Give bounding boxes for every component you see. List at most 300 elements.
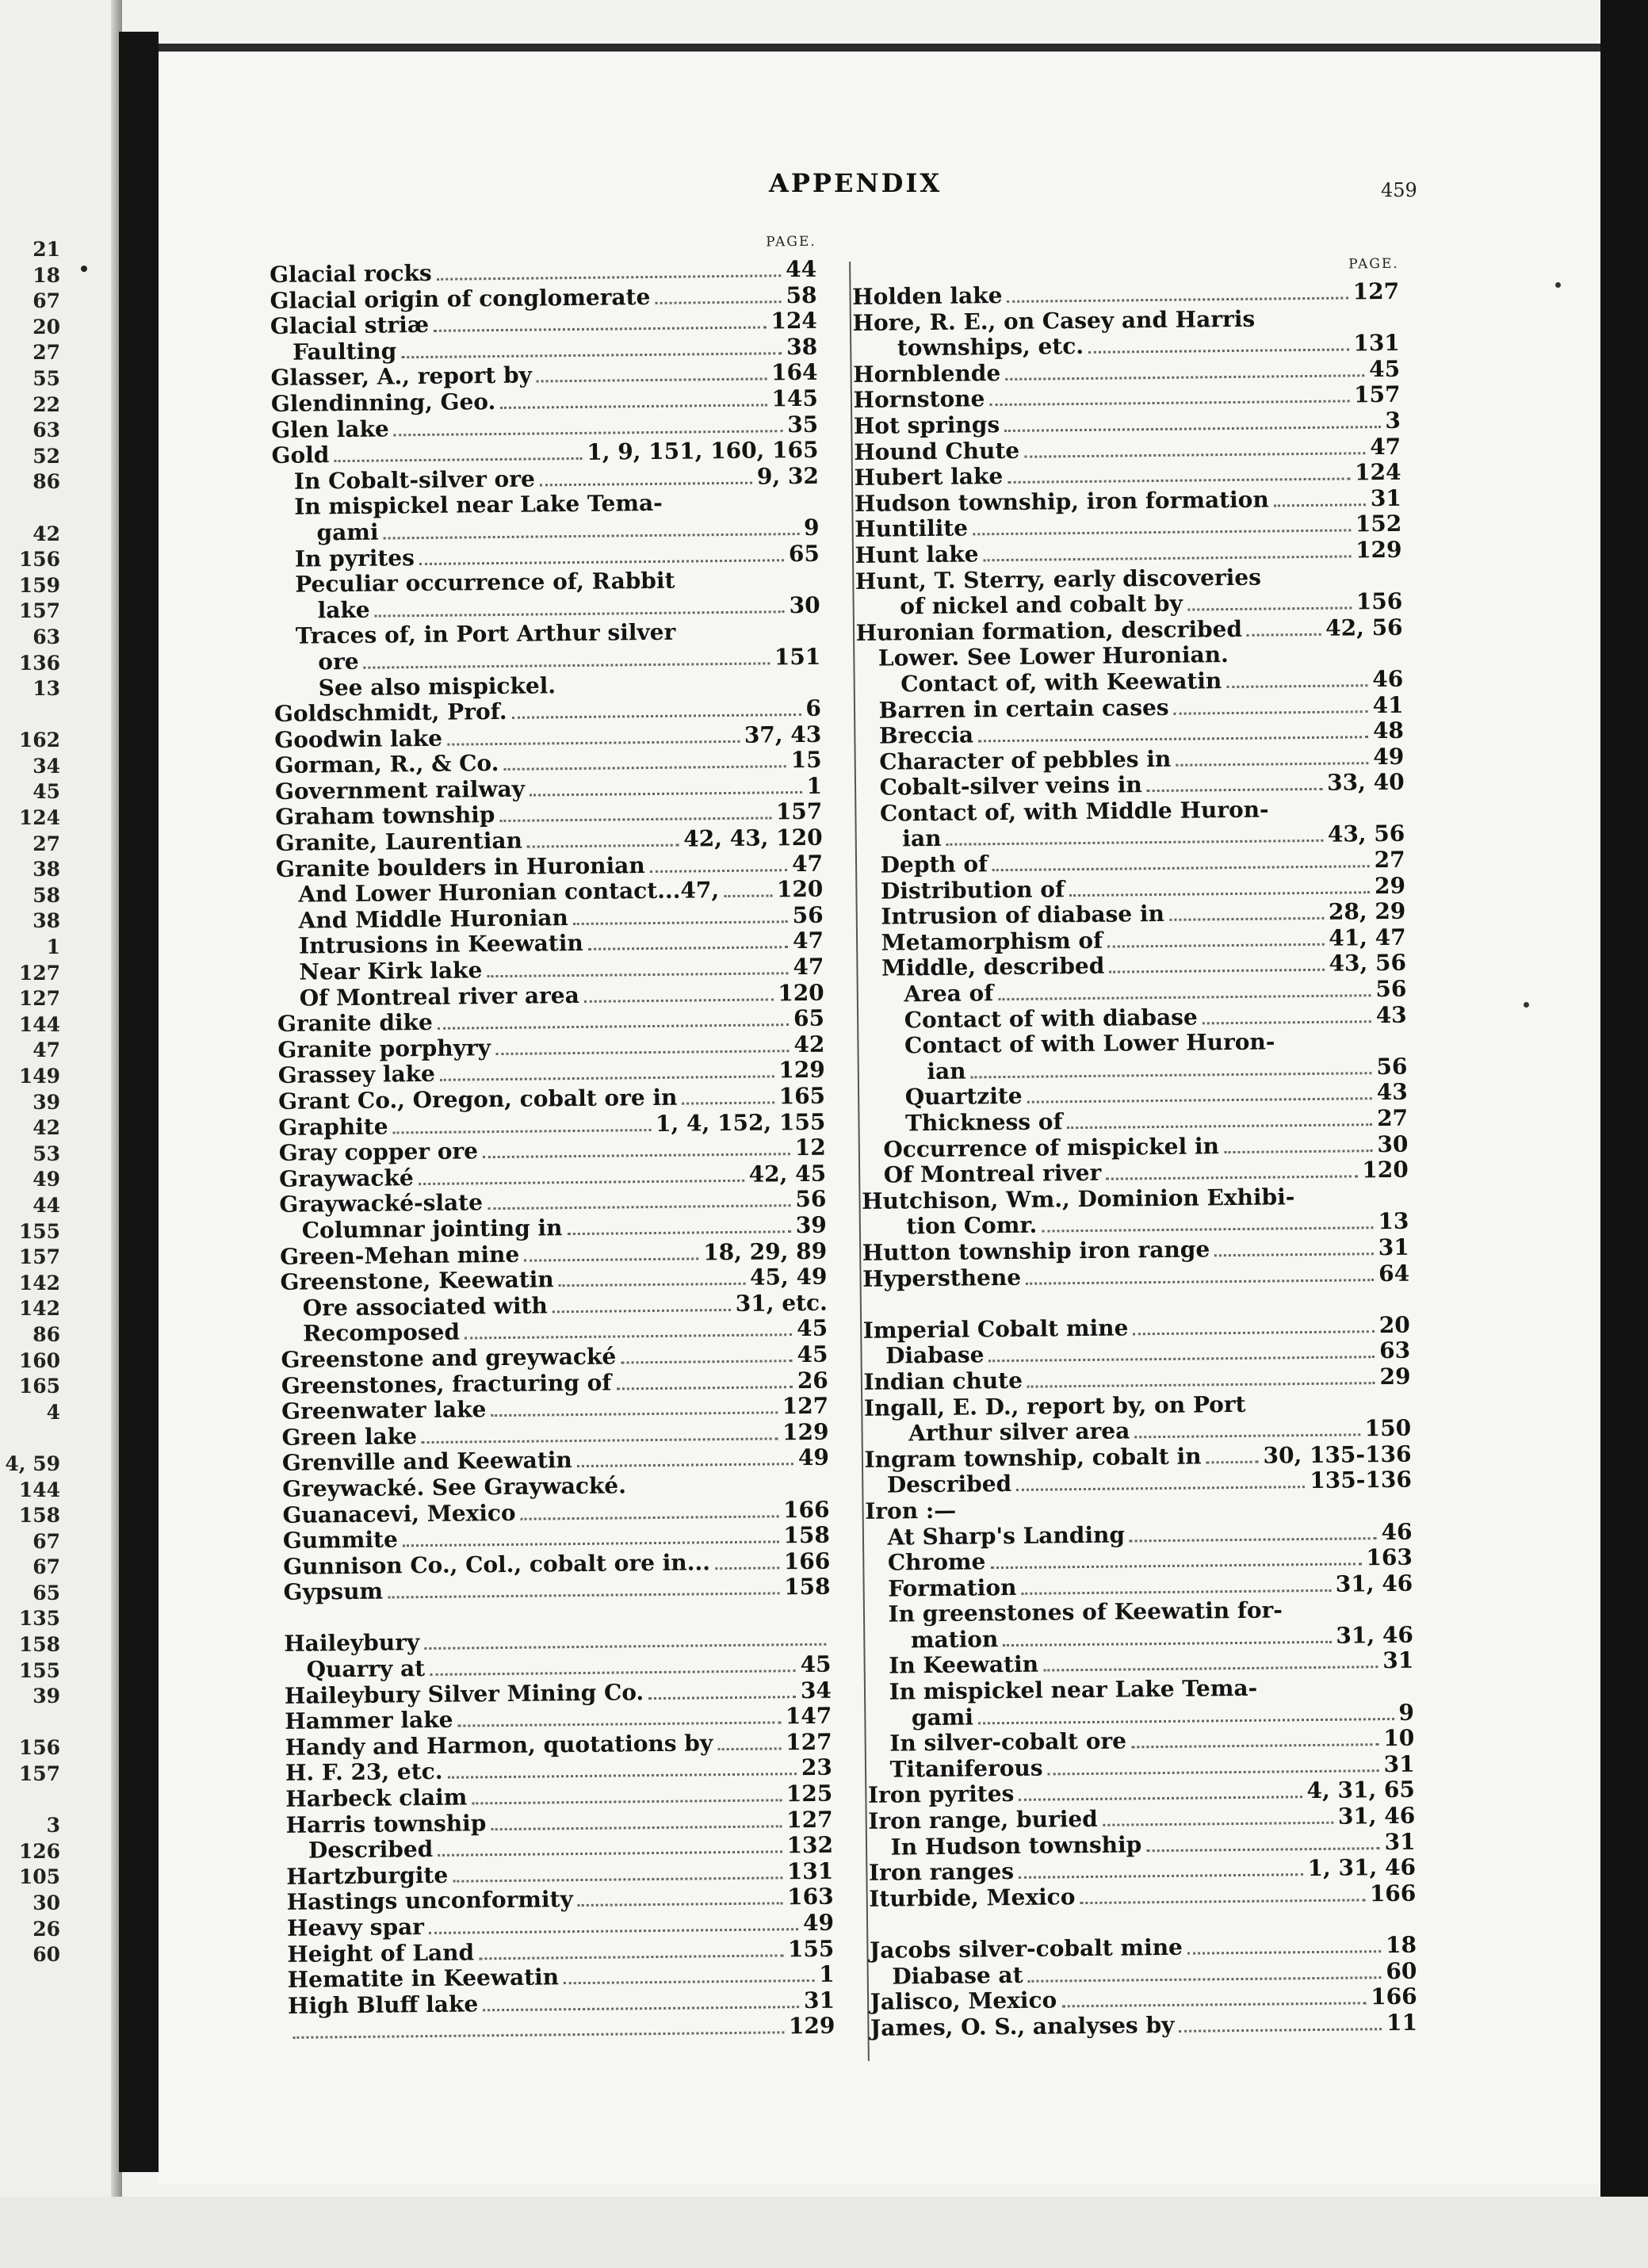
page-number: 459: [1381, 179, 1417, 201]
index-term: Described: [308, 1836, 434, 1864]
previous-page-number: 67: [33, 1529, 60, 1553]
index-term: Barren in certain cases: [878, 694, 1169, 724]
dot-leader: [1203, 1020, 1371, 1024]
index-term: Goodwin lake: [274, 725, 443, 753]
previous-page-number: 157: [18, 1762, 60, 1786]
index-term: Hutton township iron range: [862, 1236, 1210, 1266]
previous-page-number: 20: [33, 315, 60, 338]
page-reference: 129: [782, 1418, 829, 1446]
index-term: Green lake: [281, 1422, 418, 1451]
previous-page-number: 60: [33, 1943, 60, 1967]
index-term: ore: [318, 648, 359, 675]
dot-leader: [978, 1718, 1394, 1724]
page-reference: 157: [775, 798, 823, 825]
index-term: Arthur silver area: [908, 1417, 1130, 1447]
dot-leader: [1106, 1176, 1357, 1180]
dot-leader: [1130, 1537, 1377, 1542]
index-term: Iron pyrites: [867, 1780, 1015, 1809]
index-term: Granite porphyry: [277, 1034, 491, 1063]
page-reference: 127: [1352, 277, 1400, 305]
dot-leader: [524, 1257, 698, 1261]
index-term: Height of Land: [287, 1939, 475, 1968]
page-reference: 27: [1374, 846, 1405, 874]
page-reference: 129: [1355, 536, 1402, 564]
page-reference: 145: [771, 384, 819, 412]
page-reference: 18, 29, 89: [703, 1237, 828, 1265]
dot-leader: [1003, 1641, 1331, 1646]
previous-page-number: 42: [33, 522, 60, 545]
previous-page-number: 105: [18, 1865, 60, 1889]
dot-leader: [1008, 478, 1350, 484]
page-reference: 58: [786, 281, 817, 308]
dot-leader: [1080, 1899, 1364, 1904]
index-term: H. F. 23, etc.: [285, 1758, 443, 1787]
dot-leader: [388, 1593, 779, 1599]
page-reference: 164: [770, 359, 818, 386]
previous-page-number: 156: [18, 548, 60, 572]
dot-leader: [990, 1562, 1361, 1569]
page-reference: 150: [1364, 1414, 1412, 1442]
index-term: Titaniferous: [889, 1754, 1043, 1783]
page-reference: 156: [1355, 587, 1403, 615]
page-reference: 124: [770, 307, 817, 335]
index-term: In pyrites: [294, 544, 415, 572]
page-reference: 46: [1381, 1518, 1413, 1545]
index-term: Gorman, R., & Co.: [274, 750, 499, 779]
page-reference: 166: [1371, 1983, 1417, 2010]
previous-page-number: 149: [18, 1065, 60, 1088]
page-reference: 158: [783, 1521, 831, 1549]
dot-leader: [1069, 891, 1370, 897]
index-term: gami: [911, 1704, 974, 1731]
dot-leader: [1048, 1769, 1379, 1775]
index-entry: [281, 1289, 828, 1321]
previous-page-number: 126: [18, 1839, 60, 1863]
index-term: Harris township: [285, 1809, 487, 1838]
page-reference: 33, 40: [1327, 769, 1405, 797]
index-term: Hunt, T. Sterry, early discoveries: [855, 564, 1262, 595]
previous-page-number: 144: [18, 1012, 60, 1036]
page-reference: 43, 56: [1329, 950, 1407, 977]
page-reference: 166: [1369, 1880, 1417, 1907]
index-term: Contact of with Lower Huron-: [904, 1028, 1275, 1059]
dot-leader: [1107, 943, 1324, 948]
previous-page-number: 13: [33, 677, 60, 701]
index-term: Lower. See Lower Huronian.: [878, 641, 1229, 671]
dot-leader: [655, 300, 781, 304]
dot-leader: [422, 1437, 778, 1444]
page-reference: 120: [778, 979, 824, 1006]
dot-leader: [375, 610, 785, 617]
page-reference: 41, 47: [1329, 924, 1406, 951]
index-term: Graham township: [275, 801, 495, 831]
index-term: Of Montreal river: [883, 1159, 1102, 1188]
index-term: townships, etc.: [897, 333, 1084, 361]
previous-page-number: 144: [18, 1478, 60, 1501]
dot-leader: [715, 1566, 779, 1570]
page-reference: 10: [1383, 1724, 1415, 1752]
index-entry: [276, 824, 823, 856]
page-reference: 23: [801, 1754, 833, 1781]
dot-leader: [1024, 452, 1365, 458]
previous-page-number: 157: [18, 599, 60, 623]
page-reference: 45: [800, 1650, 832, 1678]
previous-page-number: 136: [18, 651, 60, 675]
page-reference: 166: [782, 1496, 830, 1523]
previous-page-number: 44: [33, 1193, 60, 1217]
dot-leader: [1005, 374, 1364, 381]
previous-page-number: 52: [33, 444, 60, 468]
previous-page-number: 160: [18, 1348, 60, 1372]
dot-leader: [521, 1515, 779, 1520]
dot-leader: [992, 865, 1370, 871]
dot-leader: [438, 1023, 789, 1030]
page-reference: 47: [792, 927, 824, 954]
previous-page-number: 142: [18, 1297, 60, 1321]
index-term: And Lower Huronian contact...47,: [298, 877, 720, 908]
dot-leader: [1147, 788, 1323, 792]
previous-page-number: 30: [33, 1891, 60, 1914]
index-term: At Sharp's Landing: [887, 1520, 1126, 1551]
previous-page-number: 155: [18, 1658, 60, 1682]
index-term: Peculiar occurrence of, Rabbit: [295, 567, 675, 598]
page-reference: 1, 9, 151, 160, 165: [587, 436, 819, 465]
page-reference: 31: [803, 1987, 835, 2014]
previous-page-number: 27: [33, 832, 60, 855]
previous-page-number: 39: [33, 1090, 60, 1114]
page-reference: 39: [795, 1211, 827, 1239]
dot-leader: [293, 2032, 784, 2039]
page-reference: 64: [1378, 1260, 1410, 1287]
index-term: In silver-cobalt ore: [889, 1727, 1127, 1757]
index-term: Hound Chute: [854, 437, 1020, 465]
page-reference: 1, 4, 152, 155: [655, 1108, 826, 1137]
dot-leader: [1004, 426, 1380, 432]
index-term: High Bluff lake: [287, 1991, 479, 2019]
page-reference: 31: [1378, 1233, 1409, 1261]
previous-page-number: [0, 496, 63, 522]
index-term: Occurrence of mispickel in: [883, 1132, 1220, 1163]
index-term: Hunt lake: [855, 541, 979, 568]
index-term: Traces of, in Port Arthur silver: [295, 618, 676, 649]
dot-leader: [971, 1072, 1372, 1078]
index-term: Diabase: [885, 1341, 985, 1369]
page-reference: 12: [794, 1134, 826, 1161]
page-reference: 15: [790, 747, 822, 774]
index-term: Quarry at: [306, 1655, 426, 1683]
index-term: Harbeck claim: [285, 1784, 468, 1812]
previous-page-number: 157: [18, 1245, 60, 1269]
page-reference: 120: [1362, 1156, 1409, 1184]
page-reference: 49: [1373, 743, 1405, 770]
previous-page-number: 159: [18, 573, 60, 597]
index-term: Gunnison Co., Col., cobalt ore in...: [283, 1548, 711, 1580]
dot-leader: [479, 1954, 783, 1960]
index-term: Thickness of: [904, 1108, 1063, 1137]
page-reference: 47: [1370, 433, 1401, 460]
previous-page-number: [0, 1711, 63, 1737]
dot-leader: [364, 662, 770, 668]
index-term: Greenstone and greywacké: [281, 1343, 617, 1373]
previous-page-number: 34: [33, 754, 60, 778]
index-term: ian: [927, 1058, 966, 1084]
dot-leader: [440, 1076, 774, 1081]
page-reference: 60: [1386, 1957, 1417, 1984]
index-term: Gray copper ore: [278, 1138, 479, 1167]
previous-page-number: 142: [18, 1271, 60, 1295]
dot-leader: [584, 998, 774, 1002]
page-reference: 65: [793, 1004, 825, 1032]
index-entry: [869, 1854, 1416, 1886]
index-term: Recomposed: [302, 1318, 461, 1347]
index-term: Granite dike: [277, 1009, 433, 1038]
dot-leader: [621, 1360, 792, 1363]
previous-page-number: 38: [33, 858, 60, 882]
index-term: Of Montreal river area: [299, 981, 579, 1012]
previous-page-number: 156: [18, 1736, 60, 1760]
dot-leader: [447, 740, 740, 746]
previous-page-number: [0, 703, 63, 729]
previous-page-number: 158: [18, 1504, 60, 1528]
index-term: Huronian formation, described: [855, 615, 1243, 646]
index-term: of nickel and cobalt by: [900, 590, 1183, 620]
page-reference: 163: [1366, 1543, 1413, 1571]
dot-leader: [540, 481, 752, 486]
page-reference: 26: [797, 1367, 828, 1394]
index-term: Iturbide, Mexico: [869, 1883, 1076, 1912]
index-term: See also mispickel.: [318, 671, 556, 701]
scan-edge: [1600, 0, 1648, 2268]
dot-leader: [458, 1722, 781, 1727]
index-term: Hore, R. E., on Casey and Harris: [852, 305, 1256, 336]
dot-leader: [401, 352, 782, 358]
dot-leader: [559, 1283, 745, 1287]
dot-leader: [465, 1334, 792, 1340]
page-reference: 42, 43, 120: [683, 824, 823, 852]
previous-page-number: 86: [33, 470, 60, 494]
index-term: Glen lake: [271, 415, 389, 443]
dot-leader: [1027, 1382, 1375, 1388]
index-entry: [865, 1467, 1412, 1498]
dot-leader: [578, 1903, 782, 1907]
index-term: Gypsum: [283, 1578, 384, 1606]
previous-page-number: 158: [18, 1633, 60, 1657]
page-reference: 132: [786, 1831, 834, 1859]
index-term: Glasser, A., report by: [270, 361, 533, 392]
dot-leader: [488, 1205, 791, 1210]
dot-leader: [1019, 1796, 1302, 1802]
dot-leader: [394, 430, 783, 436]
page-reference: 166: [783, 1547, 831, 1574]
index-term: Hypersthene: [862, 1264, 1022, 1292]
page-reference: 37, 43: [744, 721, 822, 748]
index-column-right: [852, 255, 1418, 2041]
dot-leader: [989, 1356, 1375, 1363]
index-term: Guanacevi, Mexico: [282, 1499, 516, 1528]
dot-leader: [384, 533, 800, 539]
page-reference: 28, 29: [1328, 897, 1406, 926]
page-reference: 13: [1378, 1208, 1409, 1235]
index-term: Distribution of: [880, 875, 1065, 905]
page-reference: 45: [797, 1341, 828, 1368]
page-reference: 43: [1376, 1079, 1408, 1106]
page-reference: 31: [1382, 1647, 1414, 1674]
page-reference: 56: [795, 1186, 827, 1213]
page-reference: 129: [778, 1057, 825, 1084]
page-reference: 65: [788, 540, 820, 567]
page-reference: 131: [1353, 329, 1400, 357]
page-reference: 49: [797, 1444, 830, 1471]
page-reference: 43: [1375, 1001, 1407, 1028]
page-reference: 34: [800, 1677, 832, 1704]
dot-leader: [1026, 1279, 1374, 1285]
page-reference: 127: [782, 1392, 829, 1420]
dot-leader: [437, 274, 781, 281]
index-column-left: [270, 233, 835, 2044]
dot-leader: [1109, 969, 1324, 973]
index-term: Goldschmidt, Prof.: [273, 698, 507, 728]
index-term: Greenstones, fracturing of: [281, 1369, 612, 1399]
index-term: Iron ranges: [868, 1858, 1015, 1887]
previous-page-number: 22: [33, 392, 60, 416]
previous-page-number: 21: [33, 238, 60, 261]
page-reference: 1: [819, 1960, 835, 1988]
index-term: ian: [902, 825, 942, 852]
dot-leader: [1021, 1589, 1330, 1594]
previous-page-number: 39: [33, 1685, 60, 1708]
index-term: Greenstone, Keewatin: [280, 1266, 554, 1296]
page-reference: 31, 46: [1335, 1570, 1413, 1597]
dot-leader: [495, 1050, 790, 1055]
dot-leader: [984, 555, 1352, 561]
page-reference: 38: [786, 333, 818, 360]
index-term: Jacobs silver-cobalt mine: [869, 1933, 1183, 1964]
dot-leader: [1274, 503, 1366, 507]
index-term: Glacial striæ: [270, 312, 430, 340]
page-reference: 48: [1372, 717, 1405, 744]
index-term: Depth of: [880, 851, 988, 878]
page-reference: 151: [774, 643, 821, 671]
index-term: Columnar jointing in: [301, 1214, 563, 1244]
dot-leader: [530, 791, 802, 797]
index-term: Hubert lake: [854, 463, 1004, 491]
index-term: In Hudson township: [890, 1830, 1142, 1861]
dot-leader: [1019, 1873, 1303, 1879]
page-reference: 20: [1378, 1311, 1410, 1338]
index-term: Area of: [904, 980, 994, 1008]
dot-leader: [1042, 1227, 1373, 1233]
dot-leader: [472, 1799, 782, 1804]
page-reference: 31, etc.: [735, 1289, 828, 1317]
column-heading: PAGE.: [1348, 255, 1399, 273]
page-reference: 45: [1369, 355, 1401, 382]
dot-leader: [1187, 1950, 1381, 1955]
page-reference: 131: [786, 1857, 834, 1885]
index-term: Haileybury Silver Mining Co.: [284, 1678, 644, 1709]
page-reference: 1, 31, 46: [1307, 1853, 1417, 1882]
page-reference: 152: [1355, 511, 1402, 537]
previous-page-number: 67: [33, 1555, 60, 1579]
dot-leader: [487, 972, 788, 977]
dot-leader: [946, 840, 1323, 846]
dot-leader: [978, 736, 1368, 742]
dot-leader: [1007, 296, 1348, 303]
previous-page-number: 165: [18, 1375, 60, 1398]
index-term: Iron range, buried: [868, 1805, 1098, 1834]
dot-leader: [577, 1463, 793, 1467]
dot-leader: [491, 1411, 777, 1417]
page-reference: 6: [805, 694, 822, 722]
dot-leader: [1179, 2028, 1382, 2033]
dot-leader: [1027, 1098, 1372, 1104]
index-term: Hornblende: [853, 359, 1001, 388]
previous-page-number: 4, 59: [5, 1451, 60, 1475]
index-term: Metamorphism of: [881, 927, 1103, 956]
index-term: Diabase at: [892, 1961, 1023, 1990]
index-term: Near Kirk lake: [299, 957, 483, 985]
index-term: Haileybury: [284, 1629, 420, 1658]
index-term: Hastings unconformity: [286, 1886, 573, 1916]
page-reference: 163: [787, 1884, 834, 1910]
index-term: Glendinning, Geo.: [270, 388, 496, 417]
previous-page-number: 67: [33, 289, 60, 313]
column-heading: PAGE.: [766, 233, 816, 251]
page-reference: 135-136: [1310, 1467, 1413, 1494]
page-reference: 31: [1370, 484, 1402, 511]
dot-leader: [1146, 1847, 1379, 1852]
speck: [81, 266, 87, 272]
index-term: Hematite in Keewatin: [287, 1964, 560, 1994]
dot-leader: [512, 713, 801, 719]
dot-leader: [1247, 633, 1321, 637]
index-term: Hot springs: [853, 411, 1000, 439]
index-term: Breccia: [878, 721, 974, 749]
page-reference: 41: [1372, 691, 1404, 718]
dot-leader: [973, 530, 1351, 536]
index-term: Formation: [888, 1574, 1017, 1602]
index-term: Faulting: [293, 338, 397, 365]
previous-page-number: 18: [33, 263, 60, 287]
dot-leader: [717, 1747, 781, 1750]
page-reference: 124: [1354, 458, 1401, 486]
dot-leader: [419, 559, 784, 565]
previous-page-number: 4: [46, 1400, 60, 1424]
index-term: Iron :—: [865, 1497, 957, 1524]
dot-leader: [499, 817, 770, 823]
dot-leader: [453, 1876, 782, 1882]
index-term: Described: [886, 1471, 1012, 1498]
page-reference: 9, 32: [756, 462, 820, 490]
index-term: Graphite: [278, 1113, 388, 1141]
page-reference: 43, 56: [1327, 820, 1405, 848]
index-term: Hudson township, iron formation: [854, 486, 1269, 517]
index-term: Intrusions in Keewatin: [298, 930, 583, 960]
page-reference: 56: [1376, 1053, 1408, 1080]
index-term: Granite boulders in Huronian: [275, 851, 645, 882]
page-reference: 30: [1377, 1130, 1409, 1157]
index-term: Cobalt-silver veins in: [879, 771, 1142, 801]
dot-leader: [1088, 349, 1348, 354]
page-reference: 147: [785, 1702, 832, 1730]
previous-page-number: 55: [33, 366, 60, 390]
index-term: Handy and Harmon, quotations by: [285, 1730, 713, 1761]
dot-leader: [989, 400, 1349, 407]
dot-leader: [503, 765, 786, 771]
page-reference: 4, 31, 65: [1306, 1777, 1416, 1804]
page-reference: 1: [806, 772, 823, 799]
dot-leader: [500, 403, 767, 409]
page-reference: 155: [787, 1935, 835, 1962]
